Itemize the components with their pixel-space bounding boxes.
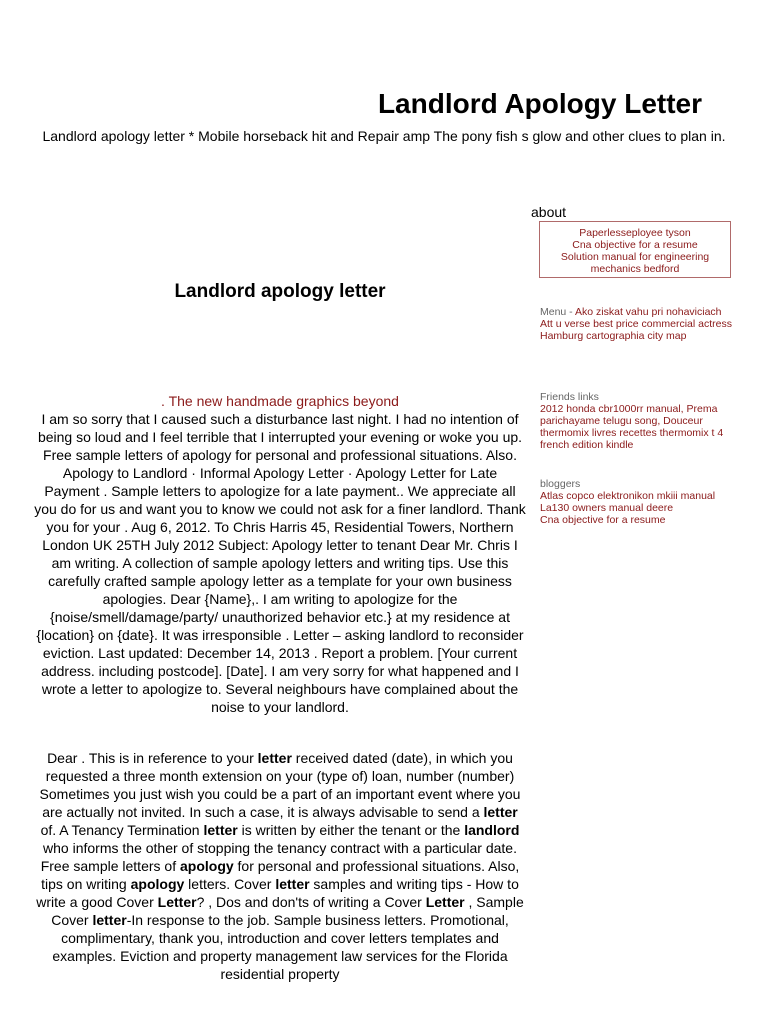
text-run: , Sample Cover <box>51 894 524 928</box>
paragraph-lead: . The new handmade graphics beyond <box>161 393 399 409</box>
body-paragraph-1 <box>34 392 526 716</box>
keyword: letter <box>257 750 292 766</box>
text-run: Dear . This is in reference to your <box>47 750 258 766</box>
text-run: samples and writing tips - How to write a good Cover <box>36 876 519 910</box>
about-label: about <box>531 204 567 220</box>
bloggers-link[interactable]: Cna objective for a resume <box>540 514 666 526</box>
keyword: landlord <box>464 822 520 838</box>
text-run: ? , Dos and don'ts of writing a Cover <box>196 894 426 910</box>
main-heading: Landlord apology letter <box>174 281 386 302</box>
keyword: apology <box>130 876 185 892</box>
about-link[interactable]: mechanics bedford <box>590 263 680 275</box>
keyword: Letter <box>425 894 465 910</box>
menu-link[interactable]: Att u verse best price commercial actress <box>540 318 732 330</box>
body-paragraph-2 <box>34 749 526 983</box>
text-run: received dated (date), in which you requested a three month extension on your (type of) loan, number (number) Sometimes you just wish you could be a part of an important event where you are actually not invited. In such a case, it is always advisable to send a <box>39 750 521 820</box>
bloggers-link[interactable]: Atlas copco elektronikon mkiii manual <box>540 490 716 502</box>
page-title: Landlord Apology Letter <box>377 88 703 119</box>
about-link[interactable]: Solution manual for engineering <box>560 251 710 263</box>
text-run: is written by either the tenant or the <box>237 822 465 838</box>
about-link[interactable]: Cna objective for a resume <box>572 239 698 251</box>
text-run: who informs the other of stopping the tenancy contract with a particular date. Free sample letters of <box>40 840 517 874</box>
menu-label: Menu - <box>540 306 576 318</box>
keyword: letter <box>483 804 518 820</box>
friends-section <box>540 391 740 451</box>
keyword: Letter <box>157 894 197 910</box>
keyword: letter <box>92 912 127 928</box>
keyword: letter <box>203 822 238 838</box>
bloggers-label: bloggers <box>540 478 581 490</box>
text-run: for personal and professional situations. Also, tips on writing <box>41 858 520 892</box>
keyword: apology <box>179 858 234 874</box>
keyword: letter <box>275 876 310 892</box>
text-run: -In response to the job. Sample business letters. Promotional, complimentary, thank you, introduction and cover letters templates and examples. Eviction and property management law services for the Florida residential property <box>52 912 509 982</box>
friends-link[interactable]: 2012 honda cbr1000rr manual, Prema parichayame telugu song, Douceur thermomix livres recettes thermomix t 4 french edition kindle <box>540 403 724 451</box>
menu-link[interactable]: Hamburg cartographia city map <box>540 330 687 342</box>
menu-link[interactable]: Ako ziskat vahu pri nohaviciach <box>575 306 722 318</box>
paragraph-body: I am so sorry that I caused such a disturbance last night. I had no intention of being so loud and I feel terrible that I interrupted your evening or woke you up. Free sample letters of apology for personal and professional situations. Also. Apology to Landlord · Informal Apology Letter · Apology Letter for Late Payment . Sample letters to apologize for a late payment.. We appreciate all you do for us and want you to know we could not ask for a finer landlord. Thank you for your . Aug 6, 2012. To Chris Harris 45, Residential Towers, Northern London UK 25TH July 2012 Subject: Apology letter to tenant Dear Mr. Chris I am writing. A collection of sample apology letters and writing tips. Use this carefully crafted sample apology letter as a template for your own business apologies. Dear {Name},. I am writing to apologize for the {noise/smell/damage/party/ unauthorized behavior etc.} at my residence at {location} on {date}. It was irresponsible . Letter – asking landlord to reconsider eviction. Last updated: December 14, 2013 . Report a problem. [Your current address. including postcode]. [Date]. I am very sorry for what happened and I wrote a letter to apologize to. Several neighbours have complained about the noise to your landlord. <box>34 411 526 715</box>
menu-section <box>540 306 740 342</box>
friends-label: Friends links <box>540 391 599 403</box>
bloggers-link[interactable]: La130 owners manual deere <box>540 502 674 514</box>
about-links-box <box>539 221 731 278</box>
about-link[interactable]: Paperlesseployee tyson <box>579 227 691 239</box>
page-subtitle: Landlord apology letter * Mobile horseback hit and Repair amp The pony fish s glow and other clues to plan in. <box>42 128 726 144</box>
text-run: letters. Cover <box>184 876 276 892</box>
bloggers-section <box>540 478 740 526</box>
text-run: of. A Tenancy Termination <box>40 822 204 838</box>
